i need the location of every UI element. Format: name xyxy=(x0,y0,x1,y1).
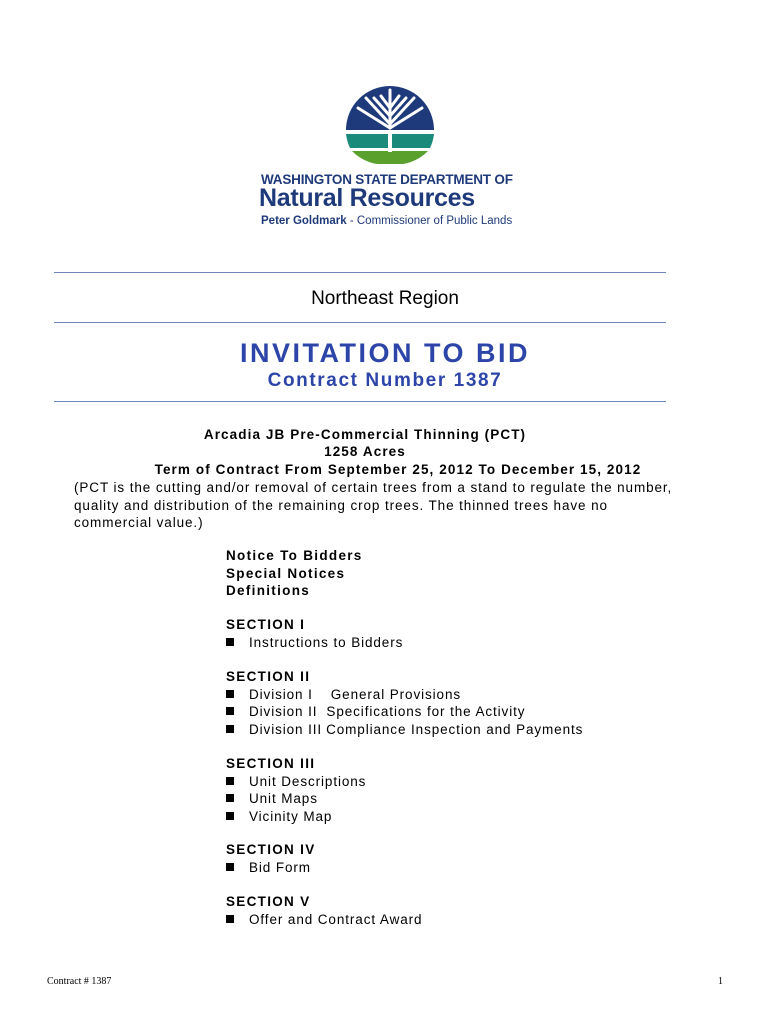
dnr-tree-emblem-icon xyxy=(344,84,436,164)
section-heading: SECTION V xyxy=(226,894,311,909)
commissioner-name: Peter Goldmark xyxy=(261,215,347,227)
contract-term: Term of Contract From September 25, 2012 To December 15, 2012 xyxy=(154,462,642,477)
toc-item-definitions: Definitions xyxy=(226,583,311,599)
toc-section-5 xyxy=(226,893,422,928)
list-item: Vicinity Map xyxy=(226,808,366,826)
bullet-square-icon xyxy=(226,863,234,871)
bullet-square-icon xyxy=(226,777,234,785)
bullet-square-icon xyxy=(226,690,234,698)
list-item: Division I General Provisions xyxy=(226,686,583,704)
list-item: Division II Specifications for the Activity xyxy=(226,703,583,721)
toc-item-notice: Notice To Bidders xyxy=(226,548,363,563)
list-item: Offer and Contract Award xyxy=(226,911,422,929)
commissioner-line xyxy=(261,215,512,227)
region-title: Northeast Region xyxy=(311,288,459,309)
bullet-square-icon xyxy=(226,915,234,923)
divider-top xyxy=(54,272,666,273)
toc-item-special-notices: Special Notices xyxy=(226,565,346,581)
commissioner-title: - Commissioner of Public Lands xyxy=(346,215,513,227)
bullet-square-icon xyxy=(226,794,234,802)
project-name: Arcadia JB Pre-Commercial Thinning (PCT) xyxy=(203,427,527,442)
toc-section-1 xyxy=(226,616,403,651)
toc-section-3 xyxy=(226,755,366,826)
list-item: Bid Form xyxy=(226,859,316,877)
divider-middle xyxy=(54,322,666,323)
toc-front-matter xyxy=(226,547,363,600)
list-item: Division III Compliance Inspection and Payments xyxy=(226,721,583,739)
list-item: Unit Maps xyxy=(226,790,366,808)
pct-description: (PCT is the cutting and/or removal of certain trees from a stand to regulate the number, quality and distribution of the remaining crop trees. The thinned trees have no commercial value.) xyxy=(74,480,673,531)
bullet-square-icon xyxy=(226,812,234,820)
project-acres: 1258 Acres xyxy=(324,444,406,459)
divider-bottom xyxy=(54,401,666,402)
bullet-square-icon xyxy=(226,707,234,715)
toc-section-2 xyxy=(226,668,583,739)
toc-section-4 xyxy=(226,841,316,876)
section-heading: SECTION IV xyxy=(226,842,316,857)
list-item: Instructions to Bidders xyxy=(226,634,403,652)
dnr-logo xyxy=(344,84,436,164)
page-number: 1 xyxy=(718,976,723,987)
dept-name-line1: WASHINGTON STATE DEPARTMENT OF xyxy=(261,172,513,187)
page-title: INVITATION TO BID xyxy=(240,338,530,368)
section-heading: SECTION III xyxy=(226,756,316,771)
bullet-square-icon xyxy=(226,638,234,646)
footer-contract-number: Contract # 1387 xyxy=(47,976,112,987)
section-heading: SECTION II xyxy=(226,669,311,684)
bullet-square-icon xyxy=(226,725,234,733)
list-item: Unit Descriptions xyxy=(226,773,366,791)
contract-number: Contract Number 1387 xyxy=(267,370,503,391)
section-heading: SECTION I xyxy=(226,617,306,632)
dept-name-line2: Natural Resources xyxy=(259,184,475,212)
